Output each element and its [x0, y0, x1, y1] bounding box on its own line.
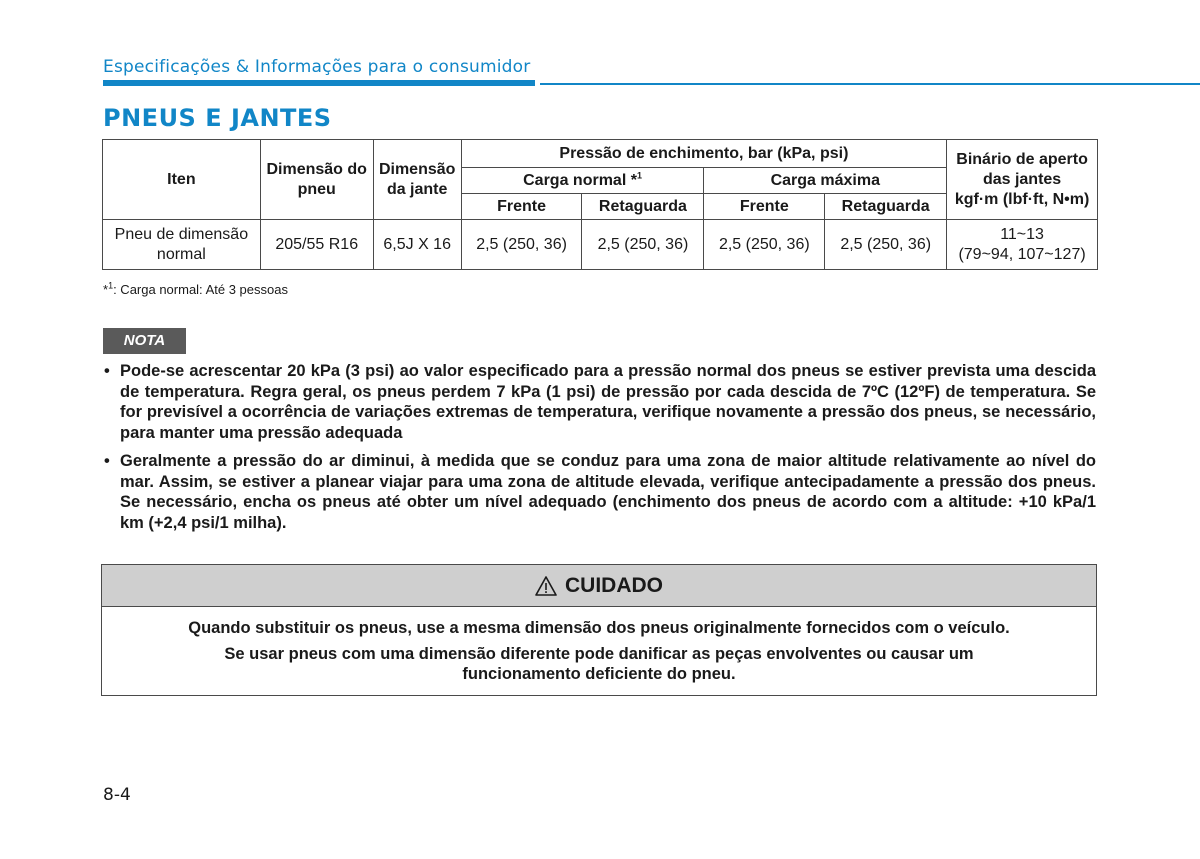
- caution-line-1: Quando substituir os pneus, use a mesma dimensão dos pneus originalmente fornecidos com o veículo.: [188, 619, 1010, 637]
- list-item: • Geralmente a pressão do ar diminui, à medida que se conduz para uma zona de maior altitude relativamente ao nível do mar. Assim, se estiver a planear viajar para uma zona de altitude elevada, verifique antecipadamente a pressão dos pneus. Se necessário, encha os pneus até obter um nível adequado (enchimento dos pneus de acordo com a altitude: +10 kPa/1 km (+2,4 psi/1 milha).: [103, 451, 1096, 533]
- caution-line-2: Se usar pneus com uma dimensão diferente pode danificar as peças envolventes ou causar um funcionamento deficiente do pneu.: [224, 645, 974, 683]
- header-rule-thin: [540, 83, 1200, 85]
- header-pressure: Pressão de enchimento, bar (kPa, psi): [461, 140, 946, 168]
- header-tire-size: Dimensão do pneu: [260, 140, 373, 220]
- header-normal-load-sup: 1: [636, 170, 642, 181]
- cell-tire-size: 205/55 R16: [260, 220, 373, 270]
- cell-torque-value: 11~13: [1000, 225, 1044, 243]
- cell-torque-detail: (79~94, 107~127): [958, 245, 1086, 263]
- header-torque-units: kgf·m (lbf·ft, N•m): [954, 190, 1090, 208]
- header-normal-load-label: Carga normal *: [523, 171, 637, 189]
- header-normal-front: Frente: [461, 194, 582, 220]
- footnote-text: : Carga normal: Até 3 pessoas: [113, 282, 288, 297]
- cell-max-front: 2,5 (250, 36): [704, 220, 825, 270]
- header-torque-title: Binário de aperto das jantes: [956, 150, 1088, 188]
- footnote-sup: 1: [108, 280, 114, 291]
- caution-title: CUIDADO: [565, 573, 663, 597]
- list-item: • Pode-se acrescentar 20 kPa (3 psi) ao valor especificado para a pressão normal dos pneus se estiver prevista uma descida de temperatura. Regra geral, os pneus perdem 7 kPa (1 psi) de pressão por cada descida de 7ºC (12ºF) de temperatura. Se for previsível a ocorrência de variações extremas de temperatura, verifique novamente a pressão dos pneus, se necessário, para manter uma pressão adequada: [103, 361, 1096, 443]
- caution-header: [102, 565, 1096, 607]
- header-normal-load: [461, 168, 704, 194]
- cell-normal-rear: 2,5 (250, 36): [582, 220, 704, 270]
- cell-torque: [947, 220, 1098, 270]
- cell-rim-size: 6,5J X 16: [373, 220, 461, 270]
- section-title: PNEUS E JANTES: [103, 104, 332, 132]
- running-header: Especificações & Informações para o consumidor: [103, 57, 531, 77]
- caution-body: [102, 607, 1096, 684]
- header-rule-thick: [103, 80, 535, 86]
- header-item: Iten: [103, 140, 261, 220]
- tire-spec-table: [102, 139, 1098, 270]
- table-footnote: [103, 282, 288, 297]
- header-max-load: Carga máxima: [704, 168, 947, 194]
- footnote-marker: *: [103, 282, 109, 297]
- table-row: [103, 220, 1098, 270]
- page-number: 8-4: [103, 785, 131, 805]
- header-torque: [947, 140, 1098, 220]
- cell-item: Pneu de dimensão normal: [103, 220, 261, 270]
- nota-badge: NOTA: [103, 328, 186, 354]
- warning-triangle-icon: [535, 576, 557, 596]
- cell-max-rear: 2,5 (250, 36): [825, 220, 947, 270]
- header-max-front: Frente: [704, 194, 825, 220]
- header-max-rear: Retaguarda: [825, 194, 947, 220]
- caution-box: [101, 564, 1097, 696]
- header-rim-size: Dimensão da jante: [373, 140, 461, 220]
- header-normal-rear: Retaguarda: [582, 194, 704, 220]
- cell-normal-front: 2,5 (250, 36): [461, 220, 582, 270]
- nota-list: [103, 361, 1096, 541]
